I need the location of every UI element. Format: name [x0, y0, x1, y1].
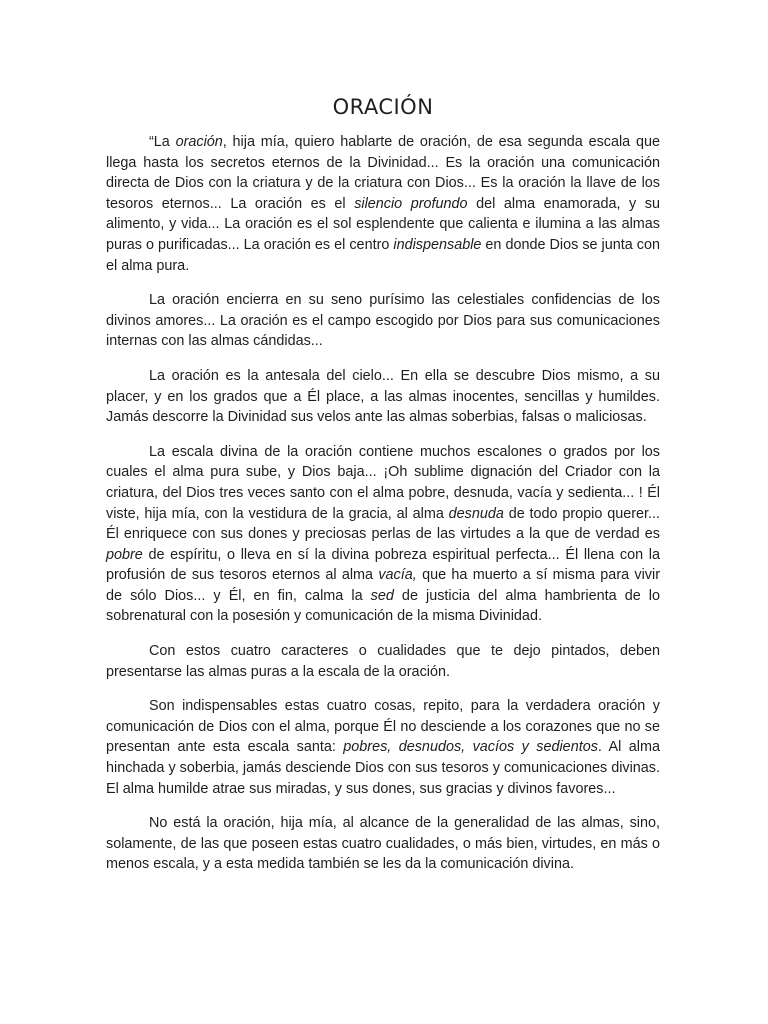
paragraph: [106, 813, 660, 875]
italic-text: indispensable: [393, 236, 482, 253]
text-run: en donde Dios se junta con el alma pura.: [106, 236, 660, 274]
text-run: del alma enamorada, y su alimento, y vida... La oración es el sol esplendente que calienta e ilumina a las almas puras o purificadas... La oración es el centro: [106, 195, 660, 253]
paragraph: [106, 366, 660, 428]
text-run: de espíritu, o lleva en sí la divina pobreza espiritual perfecta... Él llena con la profusión de sus tesoros eternos al alma: [106, 546, 660, 584]
page-title: ORACIÓN: [332, 95, 434, 119]
paragraph: [106, 132, 660, 276]
italic-text: sed: [370, 587, 394, 604]
document-body: [106, 132, 660, 875]
paragraph: [106, 290, 660, 352]
italic-text: oración: [175, 134, 223, 150]
document-page: [106, 92, 660, 889]
paragraph: [106, 442, 660, 627]
text-run: de justicia del alma hambrienta de lo sobrenatural con la posesión y comunicación de la misma Divinidad.: [106, 587, 660, 625]
text-run: La oración encierra en su seno purísimo las celestiales confidencias de los divinos amores... La oración es el campo escogido por Dios para sus comunicaciones internas con las almas cándidas...: [106, 292, 660, 350]
text-run: que ha muerto a sí misma para vivir de sólo Dios... y Él, en fin, calma la: [106, 567, 660, 604]
text-run: La escala divina de la oración contiene muchos escalones o grados por los cuales el alma pura sube, y Dios baja... ¡Oh sublime dignación del Criador con la criatura, del Dios tres veces santo con el alma pobre, desnuda, vacía y sedienta... ! Él viste, hija mía, con la vestidura de la gracia, al alma: [106, 443, 660, 522]
text-run: Con estos cuatro caracteres o cualidades que te dejo pintados, deben presentarse las almas puras a la escala de la oración.: [106, 643, 660, 680]
italic-text: silencio profundo: [354, 195, 468, 212]
italic-text: pobres, desnudos, vacíos y sedientos: [343, 739, 598, 756]
text-run: , hija mía, quiero hablarte de oración, de esa segunda escala que llega hasta los secretos eternos de la Divinidad... Es la oración una comunicación directa de Dios con la criatura y de la criatura con Dios... Es la oración la llave de los tesoros eternos... La oración es el: [106, 134, 660, 212]
italic-text: vacía,: [378, 567, 417, 584]
italic-text: desnuda: [448, 505, 504, 522]
text-run: No está la oración, hija mía, al alcance de la generalidad de las almas, sino, solamente, de las que poseen estas cuatro cualidades, o más bien, virtudes, en más o menos escala, y a esta medida también se les da la comunicación divina.: [106, 815, 660, 873]
text-run: de todo propio querer... Él enriquece con sus dones y preciosas perlas de las virtudes a la que de verdad es: [106, 505, 660, 543]
text-run: La oración es la antesala del cielo... En ella se descubre Dios mismo, a su placer, y en los grados que a Él place, a las almas inocentes, sencillas y humildes. Jamás descorre la Divinidad sus velos ante las almas soberbias, falsas o maliciosas.: [106, 367, 660, 426]
text-run: . Al alma hinchada y soberbia, jamás desciende Dios con sus tesoros y comunicaciones divinas. El alma humilde atrae sus miradas, y sus dones, sus gracias y divinos favores...: [106, 739, 660, 797]
text-run: “La: [149, 134, 176, 150]
text-run: Son indispensables estas cuatro cosas, repito, para la verdadera oración y comunicación de Dios con el alma, porque Él no desciende a los corazones que no se presentan ante esta escala santa:: [106, 698, 660, 756]
italic-text: pobre: [106, 546, 143, 563]
paragraph: [106, 696, 660, 799]
paragraph: [106, 641, 660, 682]
